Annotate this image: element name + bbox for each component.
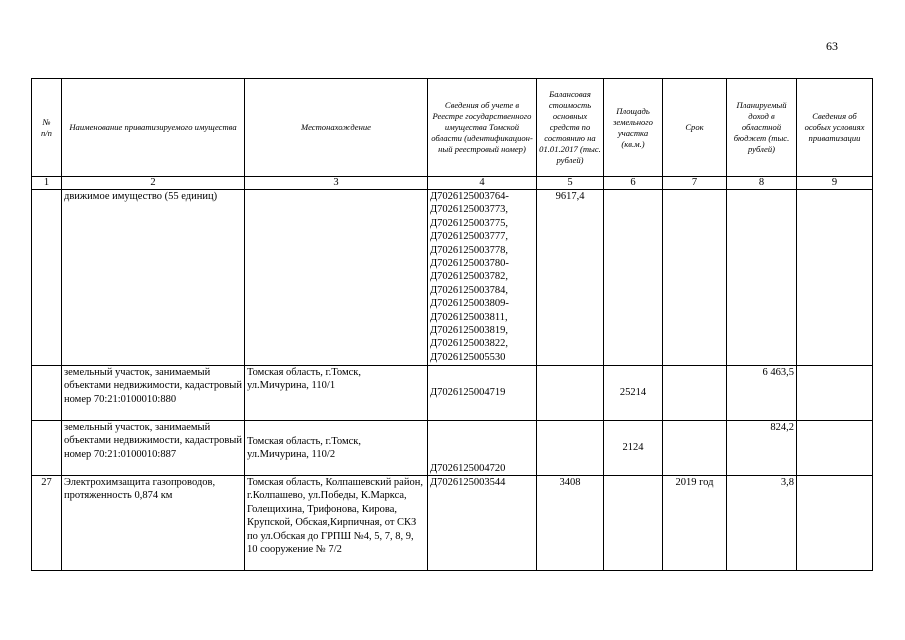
page-number: 63 [826, 39, 838, 53]
cell-registry: Д7026125003544 [428, 476, 537, 571]
cell-name: земельный участок, занимаемый объектами недвижимости, кадастровый номер 70:21:0100010:880 [62, 366, 245, 421]
header-income: Планируемый доход в областной бюджет (тыс. рублей) [727, 79, 797, 177]
header-conditions: Сведения об особых условиях приватизации [797, 79, 873, 177]
cell-balance [537, 366, 604, 421]
cell-location: Томская область, г.Томск, ул.Мичурина, 110/2 [245, 421, 428, 476]
header-row [32, 79, 873, 177]
cell-area: 2124 [604, 421, 663, 476]
table-row [32, 190, 873, 366]
header-num: № п/п [32, 79, 62, 177]
cell-num [32, 366, 62, 421]
table-row [32, 366, 873, 421]
cell-name: земельный участок, занимаемый объектами недвижимости, кадастровый номер 70:21:0100010:887 [62, 421, 245, 476]
cell-num: 27 [32, 476, 62, 571]
cell-location [245, 190, 428, 366]
cell-balance [537, 421, 604, 476]
cell-term [663, 421, 727, 476]
cell-area [604, 190, 663, 366]
header-area: Площадь земельного участка (кв.м.) [604, 79, 663, 177]
colnum-8: 8 [727, 177, 797, 190]
header-term: Срок [663, 79, 727, 177]
table-row [32, 476, 873, 571]
cell-income [727, 190, 797, 366]
cell-registry: Д7026125003764- Д7026125003773, Д7026125003775, Д7026125003777, Д7026125003778, Д7026125003780- Д7026125003782, Д7026125003784, Д7026125003809- Д7026125003811, Д7026125003819, Д7026125003822, Д7026125005530 [428, 190, 537, 366]
colnum-2: 2 [62, 177, 245, 190]
cell-balance: 9617,4 [537, 190, 604, 366]
colnum-1: 1 [32, 177, 62, 190]
cell-term [663, 190, 727, 366]
header-location: Местонахождение [245, 79, 428, 177]
cell-location: Томская область, г.Томск, ул.Мичурина, 110/1 [245, 366, 428, 421]
header-balance: Балансовая стоимость основных средств по состоянию на 01.01.2017 (тыс. рублей) [537, 79, 604, 177]
cell-name: Электрохимзащита газопроводов, протяженность 0,874 км [62, 476, 245, 571]
cell-conditions [797, 366, 873, 421]
cell-income: 3,8 [727, 476, 797, 571]
header-registry: Сведения об учете в Реестре государственного имущества Томской области (идентификацион-ный реестровый номер) [428, 79, 537, 177]
cell-conditions [797, 476, 873, 571]
privatization-table [31, 78, 873, 571]
cell-num [32, 421, 62, 476]
column-number-row [32, 177, 873, 190]
cell-conditions [797, 421, 873, 476]
cell-area: 25214 [604, 366, 663, 421]
cell-conditions [797, 190, 873, 366]
cell-term [663, 366, 727, 421]
colnum-4: 4 [428, 177, 537, 190]
cell-balance: 3408 [537, 476, 604, 571]
cell-area [604, 476, 663, 571]
header-name: Наименование приватизируемого имущества [62, 79, 245, 177]
cell-location: Томская область, Колпашевский район, г.Колпашево, ул.Победы, К.Маркса, Голещихина, Трифонова, Кирова, Крупской, Обская,Кирпичная, от СКЗ по ул.Обская до ГРПШ №4, 5, 7, 8, 9, 10 сооружение № 7/2 [245, 476, 428, 571]
colnum-3: 3 [245, 177, 428, 190]
table-row [32, 421, 873, 476]
colnum-6: 6 [604, 177, 663, 190]
cell-income: 6 463,5 [727, 366, 797, 421]
cell-name: движимое имущество (55 единиц) [62, 190, 245, 366]
cell-income: 824,2 [727, 421, 797, 476]
cell-num [32, 190, 62, 366]
colnum-7: 7 [663, 177, 727, 190]
cell-term: 2019 год [663, 476, 727, 571]
cell-registry: Д7026125004719 [428, 366, 537, 421]
colnum-9: 9 [797, 177, 873, 190]
colnum-5: 5 [537, 177, 604, 190]
cell-registry: Д7026125004720 [428, 421, 537, 476]
